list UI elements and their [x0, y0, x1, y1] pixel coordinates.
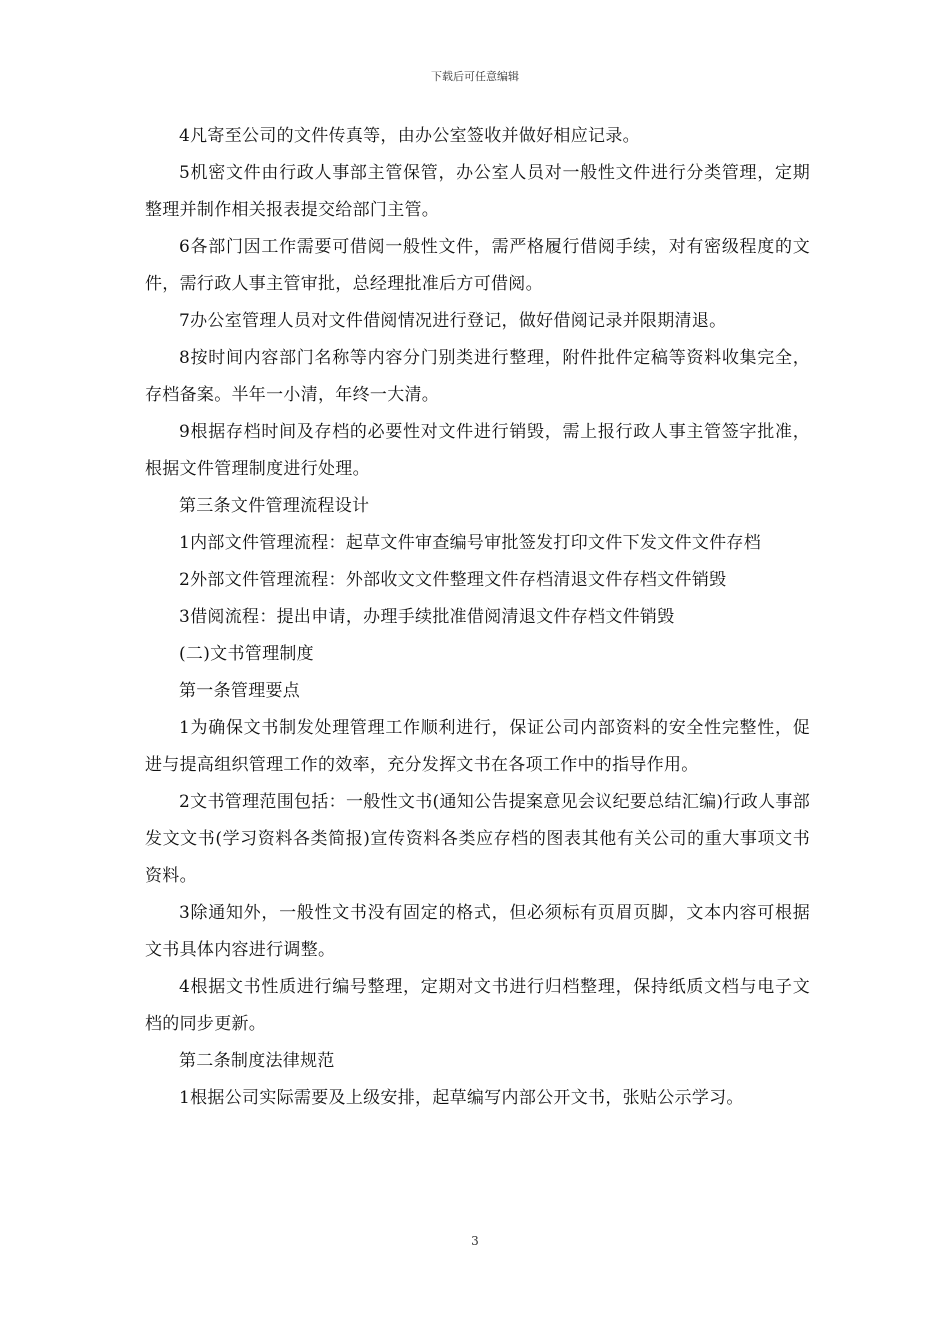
section-heading: (二)文书管理制度 [179, 644, 314, 664]
paragraph: 4根据文书性质进行编号整理，定期对文书进行归档整理，保持纸质文档与电子文档的同步更新。 [145, 977, 810, 1034]
paragraph: 2文书管理范围包括：一般性文书(通知公告提案意见会议纪要总结汇编)行政人事部发文文书(学习资料各类简报)宣传资料各类应存档的图表其他有关公司的重大事项文书资料。 [145, 792, 810, 886]
document-body [145, 118, 810, 1117]
paragraph: 5机密文件由行政人事部主管保管，办公室人员对一般性文件进行分类管理，定期整理并制作相关报表提交给部门主管。 [145, 163, 810, 220]
paragraph: 8按时间内容部门名称等内容分门别类进行整理，附件批件定稿等资料收集完全，存档备案。半年一小清，年终一大清。 [145, 348, 810, 405]
section-heading: 第三条文件管理流程设计 [179, 496, 370, 516]
page-number: 3 [471, 1234, 479, 1248]
paragraph: 4凡寄至公司的文件传真等，由办公室签收并做好相应记录。 [179, 126, 640, 146]
page-header: 下载后可任意编辑 [431, 70, 519, 83]
paragraph: 1为确保文书制发处理管理工作顺利进行，保证公司内部资料的安全性完整性，促进与提高组织管理工作的效率，充分发挥文书在各项工作中的指导作用。 [145, 718, 810, 775]
section-heading: 第二条制度法律规范 [179, 1051, 335, 1071]
paragraph: 9根据存档时间及存档的必要性对文件进行销毁，需上报行政人事主管签字批准，根据文件管理制度进行处理。 [145, 422, 810, 479]
paragraph: 7办公室管理人员对文件借阅情况进行登记，做好借阅记录并限期清退。 [179, 311, 727, 331]
paragraph: 1根据公司实际需要及上级安排，起草编写内部公开文书，张贴公示学习。 [179, 1088, 744, 1108]
section-heading: 第一条管理要点 [179, 681, 301, 701]
paragraph: 1内部文件管理流程：起草文件审查编号审批签发打印文件下发文件文件存档 [179, 533, 762, 553]
paragraph: 6各部门因工作需要可借阅一般性文件，需严格履行借阅手续，对有密级程度的文件，需行政人事主管审批，总经理批准后方可借阅。 [145, 237, 810, 294]
paragraph: 2外部文件管理流程：外部收文文件整理文件存档清退文件存档文件销毁 [179, 570, 727, 590]
paragraph: 3借阅流程：提出申请，办理手续批准借阅清退文件存档文件销毁 [179, 607, 675, 627]
paragraph: 3除通知外，一般性文书没有固定的格式，但必须标有页眉页脚，文本内容可根据文书具体内容进行调整。 [145, 903, 810, 960]
